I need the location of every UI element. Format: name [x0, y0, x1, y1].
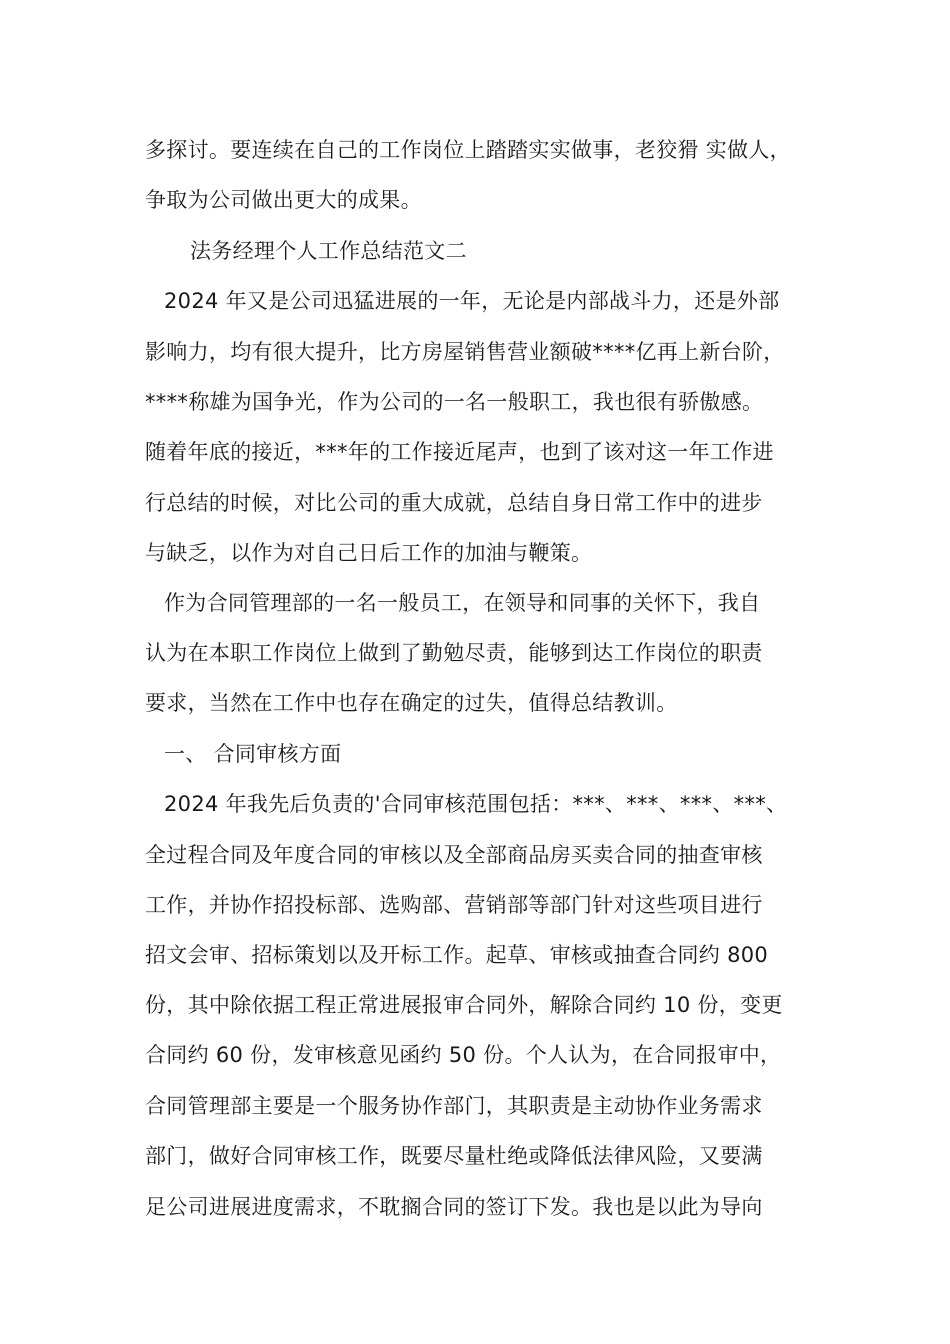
text-line: 工作，并协作招投标部、选购部、营销部等部门针对这些项目进行	[145, 893, 763, 917]
text-line: 合同约 60 份，发审核意见函约 50 份。个人认为，在合同报审中，	[145, 1043, 782, 1067]
text-line: 行总结的时候，对比公司的重大成就，总结自身日常工作中的进步	[145, 491, 763, 515]
text-line: 影响力，均有很大提升，比方房屋销售营业额破****亿再上新台阶，	[145, 340, 785, 364]
text-line: 作为合同管理部的一名一般员工，在领导和同事的关怀下，我自	[164, 591, 761, 615]
text-line: 足公司进展进度需求，不耽搁合同的签订下发。我也是以此为导向	[145, 1195, 763, 1219]
text-line: ****称雄为国争光，作为公司的一名一般职工，我也很有骄傲感。	[145, 390, 764, 414]
text-line: 2024 年又是公司迅猛进展的一年，无论是内部战斗力，还是外部	[164, 289, 780, 313]
text-line: 招文会审、招标策划以及开标工作。起草、审核或抽查合同约 800	[145, 943, 769, 967]
section-heading: 法务经理个人工作总结范文二	[190, 239, 467, 263]
text-line: 随着年底的接近，***年的工作接近尾声，也到了该对这一年工作进	[145, 440, 774, 464]
text-line: 合同管理部主要是一个服务协作部门，其职责是主动协作业务需求	[145, 1094, 763, 1118]
text-line: 份，其中除依据工程正常进展报审合同外，解除合同约 10 份，变更	[145, 993, 783, 1017]
section-heading: 一、 合同审核方面	[164, 742, 342, 766]
text-line: 部门，做好合同审核工作，既要尽量杜绝或降低法律风险，又要满	[145, 1144, 763, 1168]
text-line: 多探讨。要连续在自己的工作岗位上踏踏实实做事，老狡猾 实做人，	[145, 138, 791, 162]
text-line: 认为在本职工作岗位上做到了勤勉尽责，能够到达工作岗位的职责	[145, 641, 763, 665]
text-line: 争取为公司做出更大的成果。	[145, 188, 422, 212]
text-line: 与缺乏，以作为对自己日后工作的加油与鞭策。	[145, 541, 593, 565]
text-line: 2024 年我先后负责的'合同审核范围包括：***、***、***、***、	[164, 792, 788, 816]
text-line: 要求，当然在工作中也存在确定的过失，值得总结教训。	[145, 691, 678, 715]
text-line: 全过程合同及年度合同的审核以及全部商品房买卖合同的抽查审核	[145, 843, 763, 867]
